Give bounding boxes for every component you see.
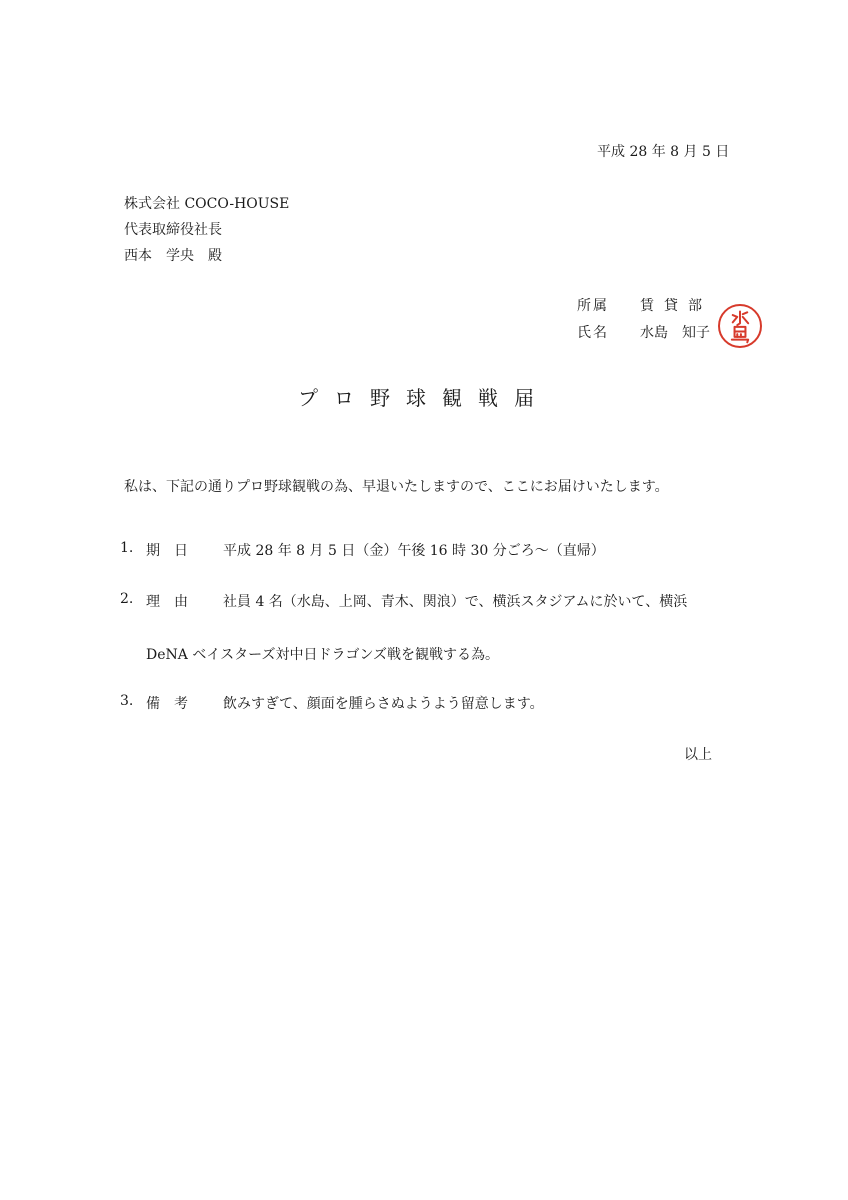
item-value-remarks: 飲みすぎて、顔面を腫らさぬようよう留意します。 xyxy=(223,696,544,712)
item-number: 2. xyxy=(120,591,134,607)
department-value: 賃貸部 xyxy=(640,298,712,314)
document-date: 平成 28 年 8 月 5 日 xyxy=(597,144,730,160)
document-title: プロ野球観戦届 xyxy=(298,386,550,410)
item-label-reason: 理由 xyxy=(146,594,202,610)
item-value-reason-continued: DeNA ベイスターズ対中日ドラゴンズ戦を観戦する為。 xyxy=(146,647,500,663)
personal-seal-stamp xyxy=(718,304,762,348)
recipient-name: 西本 学央 殿 xyxy=(124,248,222,264)
item-number: 1. xyxy=(120,540,134,556)
item-number: 3. xyxy=(120,693,134,709)
name-value: 水島 知子 xyxy=(640,325,710,341)
recipient-company: 株式会社 COCO-HOUSE xyxy=(124,196,290,212)
department-label: 所属 xyxy=(577,298,609,314)
intro-text: 私は、下記の通りプロ野球観戦の為、早退いたしますので、ここにお届けいたします。 xyxy=(124,479,669,495)
name-label: 氏名 xyxy=(577,325,609,341)
recipient-position: 代表取締役社長 xyxy=(124,222,222,238)
closing-text: 以上 xyxy=(684,747,712,763)
item-value-date: 平成 28 年 8 月 5 日（金）午後 16 時 30 分ごろ～（直帰） xyxy=(223,543,605,559)
item-value-reason: 社員 4 名（水島、上岡、青木、関浪）で、横浜スタジアムに於いて、横浜 xyxy=(223,594,688,610)
item-label-remarks: 備考 xyxy=(146,696,202,712)
item-label-date: 期日 xyxy=(146,543,202,559)
